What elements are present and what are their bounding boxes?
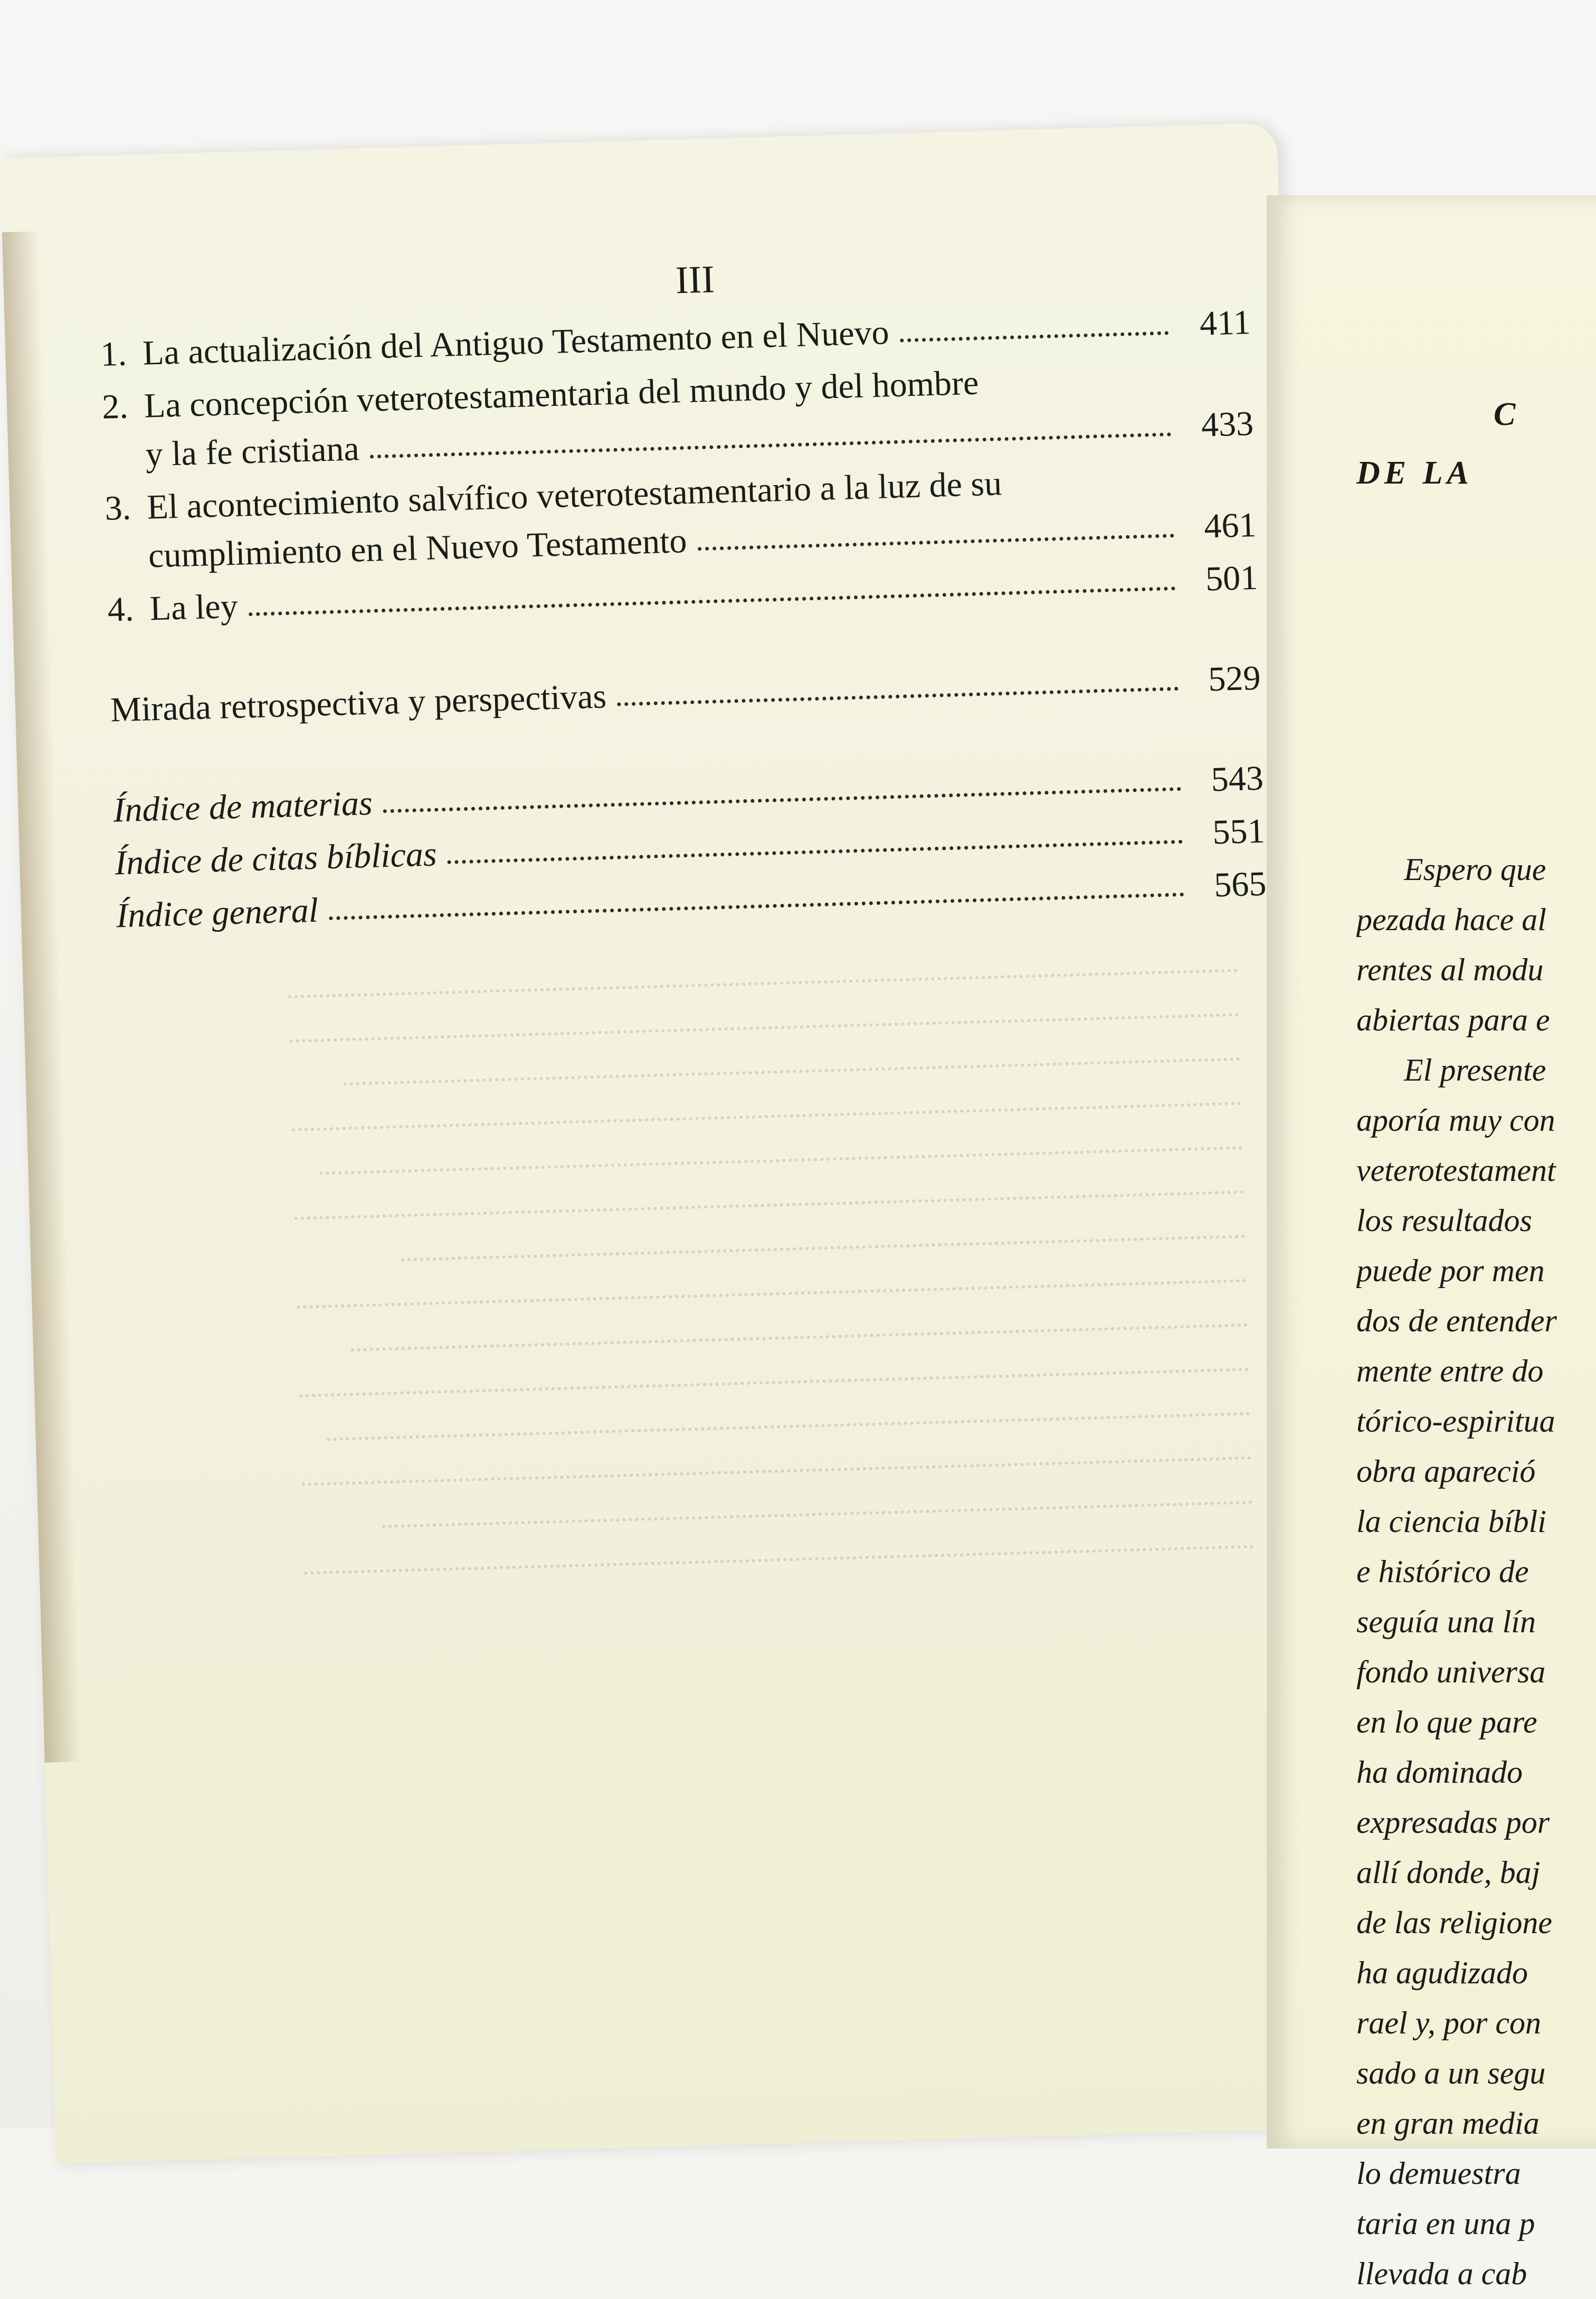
text-line: El presente xyxy=(1404,1053,1546,1087)
entry-number: 2. xyxy=(101,387,129,427)
text-line: la ciencia bíbli xyxy=(1356,1504,1546,1539)
text-line: expresadas por xyxy=(1356,1805,1550,1840)
entry-title: Mirada retrospectiva y perspectivas xyxy=(110,677,607,730)
entry-page-number: 543 xyxy=(1210,759,1264,799)
text-line: ha dominado xyxy=(1356,1755,1523,1790)
entry-title: Índice de citas bíblicas xyxy=(114,835,438,883)
text-line: rael y, por con xyxy=(1356,2005,1541,2040)
text-line: de las religione xyxy=(1356,1905,1553,1940)
toc-entry xyxy=(104,459,1257,575)
text-line: fondo universa xyxy=(1356,1654,1546,1689)
text-line: e histórico de xyxy=(1356,1554,1529,1589)
leader-dots xyxy=(329,893,1184,920)
toc-entry xyxy=(100,302,1251,374)
text-line: llevada a cab xyxy=(1356,2256,1527,2291)
entry-number: 3. xyxy=(104,488,132,528)
text-line: abiertas para e xyxy=(1356,1002,1550,1037)
text-line: pezada hace al xyxy=(1356,902,1546,937)
leader-dots xyxy=(698,534,1174,551)
entry-page-number: 433 xyxy=(1200,404,1254,444)
left-book-page xyxy=(0,122,1333,2163)
entry-page-number: 411 xyxy=(1199,302,1251,343)
right-book-page xyxy=(1267,195,1596,2291)
right-page-heading xyxy=(1356,396,1520,492)
text-line: veterotestament xyxy=(1356,1153,1556,1188)
text-line: ha agudizado xyxy=(1356,1955,1528,1990)
leader-dots xyxy=(448,840,1183,864)
right-page-text xyxy=(1356,845,1596,2299)
entry-page-number: 551 xyxy=(1212,811,1266,852)
entry-title-continued: y la fe cristiana xyxy=(145,429,360,474)
entry-title: Índice general xyxy=(116,891,319,935)
show-through-texture xyxy=(128,948,1253,1599)
leader-dots xyxy=(617,687,1179,706)
toc-entry xyxy=(101,358,1254,474)
text-line: dos de entender xyxy=(1356,1303,1557,1338)
entry-title-continued: cumplimiento en el Nuevo Testamento xyxy=(148,521,688,575)
text-line: mente entre do xyxy=(1356,1354,1544,1388)
text-line: en lo que pare xyxy=(1356,1705,1537,1739)
leader-dots xyxy=(370,432,1172,458)
entry-title: Índice de materias xyxy=(112,783,373,830)
table-of-contents xyxy=(98,245,1267,951)
entry-title: La ley xyxy=(149,586,239,628)
entry-page-number: 501 xyxy=(1205,558,1259,599)
text-line: obra apareció xyxy=(1356,1454,1536,1489)
text-line: los resultados xyxy=(1356,1203,1532,1238)
entry-title: La concepción veterotestamentaria del mundo y del hombre xyxy=(144,363,980,425)
entry-title: El acontecimiento salvífico veterotestamentario a la luz de su xyxy=(146,464,1002,527)
heading-line-1: C xyxy=(1494,396,1520,432)
text-line: Espero que xyxy=(1404,852,1546,887)
text-line: sado a un segu xyxy=(1356,2056,1546,2090)
entry-number: 4. xyxy=(107,590,135,629)
entry-title: La actualización del Antiguo Testamento en el Nuevo xyxy=(142,313,890,373)
text-line: tórico-espiritua xyxy=(1356,1404,1555,1439)
text-line: puede por men xyxy=(1356,1253,1545,1288)
leader-dots xyxy=(249,586,1176,616)
text-line: allí donde, baj xyxy=(1356,1855,1541,1890)
entry-page-number: 565 xyxy=(1213,864,1267,905)
entry-number: 1. xyxy=(100,334,127,374)
text-line: aporía muy con xyxy=(1356,1103,1555,1138)
text-line: seguía una lín xyxy=(1356,1604,1536,1639)
leader-dots xyxy=(900,331,1168,342)
text-line: rentes al modu xyxy=(1356,952,1544,987)
leader-dots xyxy=(383,787,1181,813)
text-line: taria en una p xyxy=(1356,2206,1535,2241)
heading-line-2: DE LA xyxy=(1356,455,1473,491)
text-line: lo demuestra xyxy=(1356,2156,1521,2191)
section-numeral: III xyxy=(674,258,716,302)
text-line: en gran media xyxy=(1356,2106,1540,2141)
entry-page-number: 461 xyxy=(1203,505,1257,546)
entry-page-number: 529 xyxy=(1208,658,1261,699)
